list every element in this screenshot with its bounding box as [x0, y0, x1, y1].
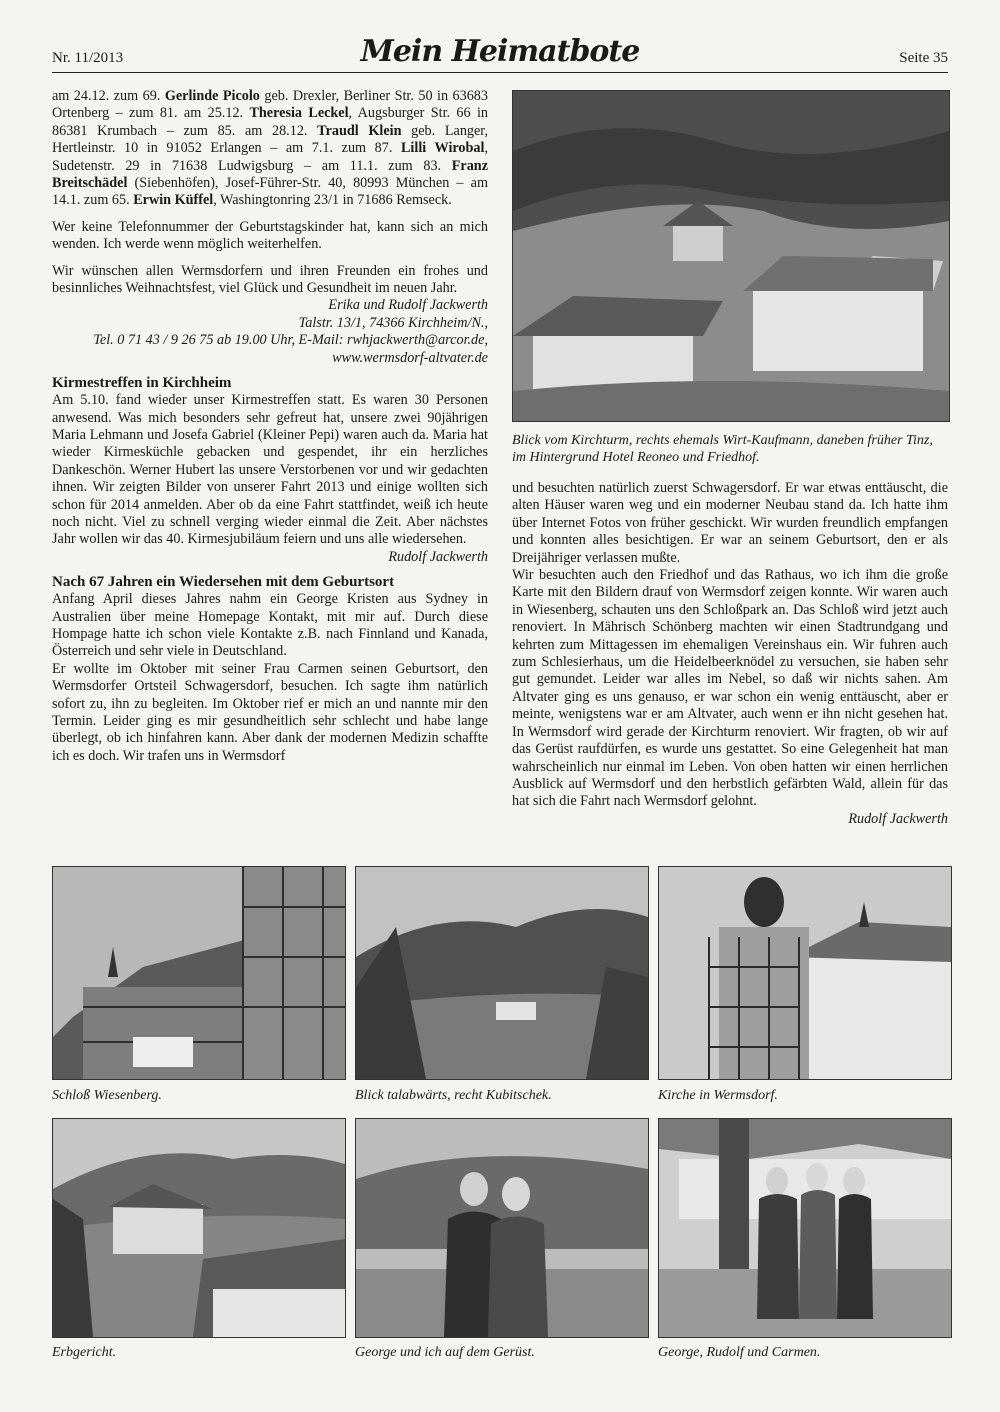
contact-phone-email: Tel. 0 71 43 / 9 26 75 ab 19.00 Uhr, E-Mail: rwhjackwerth@arcor.de,: [93, 332, 488, 349]
photo-schloss-wiesenberg: [52, 866, 346, 1080]
photo-george-on-scaffold: [355, 1118, 649, 1338]
article-body-reunion: Anfang April dieses Jahres nahm ein George Kristen aus Sydney in Australien über meine Homepage Kontakt, mit mir auf. Durch diese Hompage hatte ich schon viele Kontakte z.B. nach Finnland und Kanada, Österreich und sehr viele in Deutschland.: [52, 591, 488, 660]
article-body-kirmes: Am 5.10. fand wieder unser Kirmestreffen statt. Es waren 30 Personen anwesend. Was mich besonders sehr gefreut hat, unsere zwei 90jährigen Maria Lehmann und Josefa Gabriel (Kleiner Pepi) waren auch da. Maria hat wieder Kirmesküchle gebacken und gespendet, ihr ein herzliches Dankeschön. Werner Hubert las unsere Verstorbenen vor und wir gedachten ihnen. Wir zeigten Bilder von unserer Fahrt 2013 und einige wollten sich schon für 2014 anmelden. Aber ob da eine Fahrt stattfindet, weiß ich heute noch nicht. Viel zu schnell verging wieder einmal die Zeit. Aber nächstes Jahr wollen wir das 40. Kirmesjubiläum feiern und uns alle wiedersehen.: [52, 392, 488, 548]
birthday-paragraph: am 24.12. zum 69. Gerlinde Picolo geb. Drexler, Berliner Str. 50 in 63683 Ortenberg – zum 81. am 25.12. Theresia Leckel, Augsburger Str. 66 in 86381 Krumbach – zum 85. am 28.12. Traudl Klein geb. Langer, Hertleinstr. 10 in 91052 Erlangen – am 7.1. zum 87. Lilli Wirobal, Sudetenstr. 29 in 71638 Ludwigsburg – am 11.1. zum 83. Franz Breitschädel (Siebenhöfen), Josef-Führer-Str. 40, 80993 München – am 14.1. zum 65. Erwin Küffel, Washingtonring 23/1 in 71686 Remseck.: [52, 88, 489, 209]
birthday-name: Gerlinde Picolo: [164, 88, 260, 104]
birthday-name: Lilli Wirobal: [400, 140, 485, 157]
photo-caption: George und ich auf dem Gerüst.: [355, 1345, 535, 1360]
left-column: [52, 88, 488, 765]
signature: Erika und Rudolf Jackwerth: [328, 297, 488, 314]
article-body-reunion: Er wollte im Oktober mit seiner Frau Carmen seinen Geburtsort, den Wermsdorfer Ortsteil Schwagersdorf, besuchen. Ich sagte ihm natürlich sofort zu, ihn zu begleiten. Im Oktober rief er mich an und nannte mir den Termin. Leider ging es mir gesundheitlich sehr schlecht und habe lange überlegt, ob ich hinfahren kann. Aber dank der modernen Medizin schaffte ich es doch. Wir trafen uns in Wermsdorf: [52, 660, 488, 764]
right-column: [512, 480, 948, 828]
photo-view-from-church-tower: [512, 90, 950, 422]
article-title-reunion: Nach 67 Jahren ein Wiedersehen mit dem Geburtsort: [52, 574, 395, 591]
signature: Rudolf Jackwerth: [848, 810, 948, 827]
photo-church-wermsdorf: [658, 866, 952, 1080]
article-body-reunion: Wir besuchten auch den Friedhof und das Rathaus, wo ich ihm die große Karte mit den Bildern drauf von Wermsdorf zeigen konnte. Wir waren auch in Wiesenberg, schauten uns den Schloßpark an. Das Schloß wird jetzt auch renoviert. In Mährisch Schönberg machten wir einen Stadtrundgang und kehrten zum Mittagessen im ehemaligen Vereinshaus ein. Wir fuhren auch zum Schlesierhaus, um die Heidelbeerknödel zu versuchen, sie haben sehr gut gemundet. Leider war alles im Nebel, so daß wir nichts sahen. Am Altvater ging es uns genauso, er war schon ein wenig enttäuscht, aber er meinte, wenigstens war er am Altvater, auch wenn er ihn nicht gesehen hat. In Wermsdorf wird gerade der Kirchturm renoviert. Wir fragten, ob wir auf das Gerüst raufdürfen, es wurde uns gestattet. So eine Gelegenheit hat man wahrscheinlich nur einmal im Leben. Von oben hatten wir einen herrlichen Ausblick auf Wermsdorf und den herbstlich gefärbten Wald, allein für das hat sich die Fahrt nach Wermsdorf gelohnt.: [512, 567, 948, 810]
birthday-name: Erwin Küffel: [133, 192, 214, 209]
signature: Rudolf Jackwerth: [388, 548, 488, 565]
photo-caption: George, Rudolf und Carmen.: [658, 1345, 821, 1360]
phone-note: Wer keine Telefonnummer der Geburtstagskinder hat, kann sich an mich wenden. Ich werde wenn möglich weiterhelfen.: [52, 218, 488, 253]
photo-caption: Kirche in Wermsdorf.: [658, 1088, 778, 1103]
contact-address: Talstr. 13/1, 74366 Kirchheim/N.,: [298, 314, 488, 331]
page-number: Seite 35: [899, 50, 948, 66]
christmas-wishes: Wir wünschen allen Wermsdorfern und ihren Freunden ein frohes und besinnliches Weihnachtsfest, viel Glück und Gesundheit im neuen Jahr.: [52, 262, 488, 297]
photo-george-rudolf-carmen: [658, 1118, 952, 1338]
article-title-kirmes: Kirmestreffen in Kirchheim: [52, 375, 232, 392]
photo-erbgericht: [52, 1118, 346, 1338]
photo-caption: Erbgericht.: [52, 1345, 117, 1360]
photo-valley-view: [355, 866, 649, 1080]
contact-website: www.wermsdorf-altvater.de: [332, 349, 488, 366]
article-body-reunion: und besuchten natürlich zuerst Schwagersdorf. Er war etwas enttäuscht, die alten Häuser waren weg und ein moderner Neubau stand da. Ich hatte ihm über Internet Fotos von früher geschickt. Wir wurden freundlich empfangen und konnten alles besichtigen. Er war an seinem Geburtsort, den er als Dreijähriger verlassen mußte.: [512, 480, 948, 566]
birthday-name: Franz Breitschädel: [52, 157, 488, 192]
header-rule: [52, 72, 948, 73]
photo-caption: Blick talabwärts, recht Kubitschek.: [355, 1088, 552, 1103]
photo-caption: Schloß Wiesenberg.: [52, 1088, 162, 1103]
birthday-name: Traudl Klein: [317, 122, 402, 139]
birthday-name: Theresia Leckel: [249, 105, 349, 122]
masthead-logo: Mein Heimatbote: [360, 34, 640, 69]
issue-number: Nr. 11/2013: [52, 50, 124, 66]
photo-caption: Blick vom Kirchturm, rechts ehemals Wirt-Kaufmann, daneben früher Tinz, im Hintergrund Hotel Reoneo und Friedhof.: [512, 433, 933, 465]
